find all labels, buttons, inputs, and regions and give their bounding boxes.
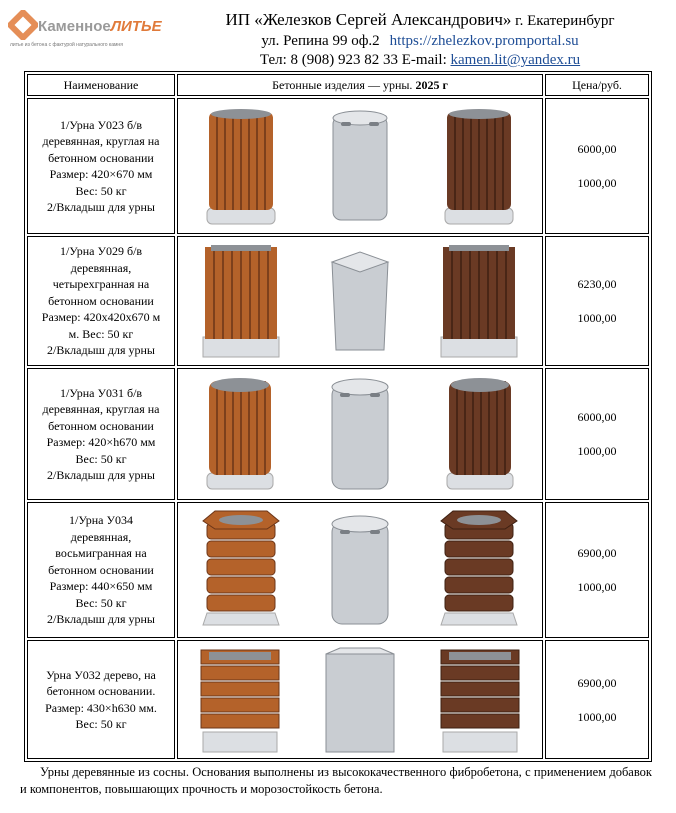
- email-link[interactable]: kamen.lit@yandex.ru: [450, 52, 581, 68]
- logo-tagline: литье из бетона с фактурой натурального камня: [10, 42, 123, 48]
- product-images: [177, 98, 543, 234]
- company-logo: [8, 8, 162, 52]
- col-price-header: Цена/руб.: [545, 74, 649, 96]
- octagonal-urn-light-image: [199, 507, 283, 633]
- website-link[interactable]: https://zhelezkov.promportal.su: [389, 33, 579, 49]
- table-row: [27, 502, 649, 638]
- address-line: ул. Репина 99 оф.2 https://zhelezkov.promportal.su: [261, 33, 579, 49]
- round-urn-dark-image: [439, 104, 519, 228]
- product-prices: 6230,00 1000,00: [545, 236, 649, 366]
- table-row: [27, 236, 649, 366]
- round-urn-light-image: [201, 104, 281, 228]
- contact-line: Тел: 8 (908) 923 82 33 E-mail: kamen.lit@yandex.ru: [259, 52, 581, 68]
- metal-insert-image: [324, 246, 396, 356]
- price-table: [24, 71, 652, 762]
- footer-note: Урны деревянные из сосны. Основания выполнены из высококачественного фибробетона, с применением добавок и компонентов, повышающих прочность и морозостойкость бетона.: [20, 765, 652, 796]
- product-prices: 6000,00 1000,00: [545, 98, 649, 234]
- table-header-row: [27, 74, 649, 96]
- product-description: 1/Урна У031 б/в деревянная, круглая на бетонном основании Размер: 420×h670 мм Вес: 50 кг 2/Вкладыш для урны: [27, 368, 175, 500]
- col-name-header: Наименование: [27, 74, 175, 96]
- company-heading: ИП «Железков Сергей Александрович» г. Екатеринбург: [225, 10, 615, 29]
- metal-insert-image: [320, 644, 400, 756]
- round-urn-dark-image: [441, 373, 519, 495]
- product-images: [177, 640, 543, 759]
- round-urn-light-image: [201, 373, 279, 495]
- metal-insert-image: [326, 373, 394, 495]
- square-urn-light-image: [199, 241, 283, 361]
- product-prices: 6000,00 1000,00: [545, 368, 649, 500]
- logo-title: КаменноеЛИТЬЕ: [38, 18, 162, 35]
- product-description: 1/Урна У029 б/в деревянная, четырехгранная на бетонном основании Размер: 420х420х670 м м. Вес: 50 кг 2/Вкладыш для урны: [27, 236, 175, 366]
- metal-insert-image: [326, 510, 394, 630]
- product-images: [177, 502, 543, 638]
- table-row: [27, 98, 649, 234]
- product-images: [177, 236, 543, 366]
- table-row: [27, 368, 649, 500]
- slatted-urn-light-image: [195, 644, 285, 756]
- product-description: 1/Урна У023 б/в деревянная, круглая на бетонном основании Размер: 420×670 мм Вес: 50 кг 2/Вкладыш для урны: [27, 98, 175, 234]
- product-description: 1/Урна У034 деревянная, восьмигранная на бетонном основании Размер: 440×650 мм Вес: 50 кг 2/Вкладыш для урны: [27, 502, 175, 638]
- product-prices: 6900,00 1000,00: [545, 502, 649, 638]
- octagonal-urn-dark-image: [437, 507, 521, 633]
- square-urn-dark-image: [437, 241, 521, 361]
- product-images: [177, 368, 543, 500]
- slatted-urn-dark-image: [435, 644, 525, 756]
- product-prices: 6900,00 1000,00: [545, 640, 649, 759]
- logo-mark-icon: [8, 10, 38, 40]
- product-description: Урна У032 дерево, на бетонном основании. Размер: 430×h630 мм. Вес: 50 кг: [27, 640, 175, 759]
- metal-insert-image: [327, 104, 393, 228]
- table-row: [27, 640, 649, 759]
- col-products-header: Бетонные изделия — урны. 2025 г: [177, 74, 543, 96]
